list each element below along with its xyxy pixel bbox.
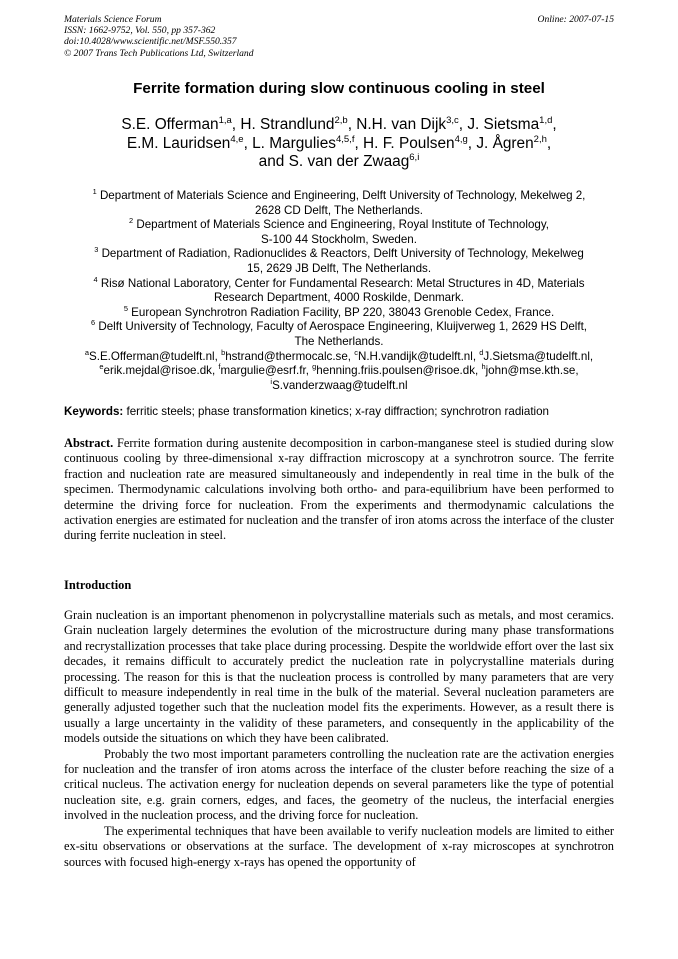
affiliation: $^5$ European Synchrotron Radiation Facility, BP 220, 38043 Grenoble Cedex, France. [123,303,555,319]
email[interactable]: $^d$J.Sietsma@tudelft.nl [479,347,590,363]
email-list: $^a$S.E.Offerman@tudelft.nl, $^b$hstrand@thermocalc.se, $^c$N.H.vandijk@tudelft.nl, $^d$J.Sietsma@tudelft.nl, $^e$erik.mejdal@risoe.dk, $^f$margulie@esrf.fr, $^g$henning.friis.poulsen@risoe.dk, $^h$john@mse.kth.se, $^i$S.vanderzwaag@tudelft.nl [84,347,594,392]
email[interactable]: $^c$N.H.vandijk@tudelft.nl [354,347,473,363]
paragraph: Grain nucleation is an important phenomenon in polycrystalline materials such as metals, and most ceramics. Grain nucleation largely determines the evolution of the microstructure during many phase transformations and recrystallization processes that take place during processing. Despite the worldwide effort over the last six decades, it remains difficult to accurately predict the nucleation rate in polycrystalline materials during processing. The reason for this is that the nucleation process is controlled by many parameters that are very difficult to measure independently in real time in the bulk of the material. Several nucleation parameters are generally adjusted together such that the nucleation model fits the experiments. However, as a result there is usually a large uncertainty in the validity of these parameters, and consequently in the applicability of the models outside the situations on which they have been calibrated. [64,608,614,746]
author: J. Ågren$^{2,h}$ [476,133,547,152]
doi-line: doi:10.4028/www.scientific.net/MSF.550.357 [64,36,237,48]
email[interactable]: $^b$hstrand@thermocalc.se [221,347,348,363]
email[interactable]: $^g$henning.friis.poulsen@risoe.dk [312,362,476,378]
author-list: S.E. Offerman$^{1,a}$, H. Strandlund$^{2,b}$, N.H. van Dijk$^{3,c}$, J. Sietsma$^{1,d}$, E.M. Lauridsen$^{4,e}$, L. Margulies$^{4,5,f}$, H. F. Poulsen$^{4,g}$, J. Ågren$^{2,h}$, and S. van der Zwaag$^{6,i}$ [121,114,557,171]
journal-name: Materials Science Forum [64,14,162,25]
email[interactable]: $^h$john@mse.kth.se [481,362,576,378]
author: S. van der Zwaag$^{6,i}$ [288,152,420,171]
affiliation: $^3$ Department of Radiation, Radionuclides & Reactors, Delft University of Technology, Mekelweg 15, 2629 JB Delft, The Netherlands. [94,245,584,275]
affiliation: $^4$ Risø National Laboratory, Center for Fundamental Research: Metal Structures in 4D, Materials Research Department, 4000 Roskilde, Denmark. [93,274,585,305]
affiliations [58,189,620,393]
copyright-line: © 2007 Trans Tech Publications Ltd, Switzerland [64,47,254,59]
abstract [64,436,614,544]
abstract-text: Ferrite formation during austenite decomposition in carbon-manganese steel is studied during slow continuous cooling by three-dimensional x-ray diffraction microscopy at a synchrotron source. The ferrite fraction and nucleation rate are measured simultaneously and independently in real time in the bulk of the specimen. Thermodynamic calculations involving both ortho- and para-equilibrium have been performed to determine the driving force for nucleation. From the experiments and thermodynamic calculations the activation energies are estimated for nucleation and the transfer of iron atoms across the interface of the cluster during ferrite nucleation in steel. [64,436,614,543]
online-date: Online: 2007-07-15 [537,14,614,25]
introduction-body [64,608,614,870]
email[interactable]: $^e$erik.mejdal@risoe.dk [99,362,212,378]
keywords [64,405,614,418]
author: H. Strandlund$^{2,b}$ [240,114,348,133]
paper-title: Ferrite formation during slow continuous cooling in steel [133,80,545,97]
section-heading: Introduction [64,578,132,592]
abstract-label: Abstract. [64,436,114,450]
affiliation: $^1$ Department of Materials Science and Engineering, Delft University of Technology, Mekelweg 2, 2628 CD Delft, The Netherlands. [92,187,586,217]
author: S.E. Offerman$^{1,a}$ [121,114,232,133]
issn-line: ISSN: 1662-9752, Vol. 550, pp 357-362 [64,25,216,37]
journal-header [64,14,254,59]
keywords-label: Keywords: [64,405,124,418]
paragraph: The experimental techniques that have been available to verify nucleation models are limited to either ex-situ observations or observations at the surface. The development of x-ray microscopes at synchrotron sources with focused high-energy x-rays has opened the opportunity of [64,823,614,869]
author: E.M. Lauridsen$^{4,e}$ [126,133,244,152]
keywords-text: ferritic steels; phase transformation kinetics; x-ray diffraction; synchrotron radiation [126,405,550,418]
affiliation: $^6$ Delft University of Technology, Faculty of Aerospace Engineering, Kluijverweg 1, 2629 HS Delft, The Netherlands. [90,318,588,348]
email[interactable]: $^a$S.E.Offerman@tudelft.nl [84,347,215,363]
author: L. Margulies$^{4,5,f}$ [252,133,355,152]
email[interactable]: $^i$S.vanderzwaag@tudelft.nl [270,376,408,392]
author: N.H. van Dijk$^{3,c}$ [356,114,459,133]
email[interactable]: $^f$margulie@esrf.fr [218,362,306,378]
paragraph: Probably the two most important parameters controlling the nucleation rate are the activation energies for nucleation and the transfer of iron atoms across the interface of the cluster before reaching the size of a critical nucleus. The activation energy for nucleation depends on several parameters like the type of potential nucleation site, e.g. grain corners, edges, and faces, the geometry of the nucleus, the interfacial energies involved in the nucleation process, and the driving force for nucleation. [64,746,614,823]
affiliation: $^2$ Department of Materials Science and Engineering, Royal Institute of Technology, S-100 44 Stockholm, Sweden. [128,216,550,246]
author: H. F. Poulsen$^{4,g}$ [363,133,468,152]
author: J. Sietsma$^{1,d}$ [467,114,553,133]
